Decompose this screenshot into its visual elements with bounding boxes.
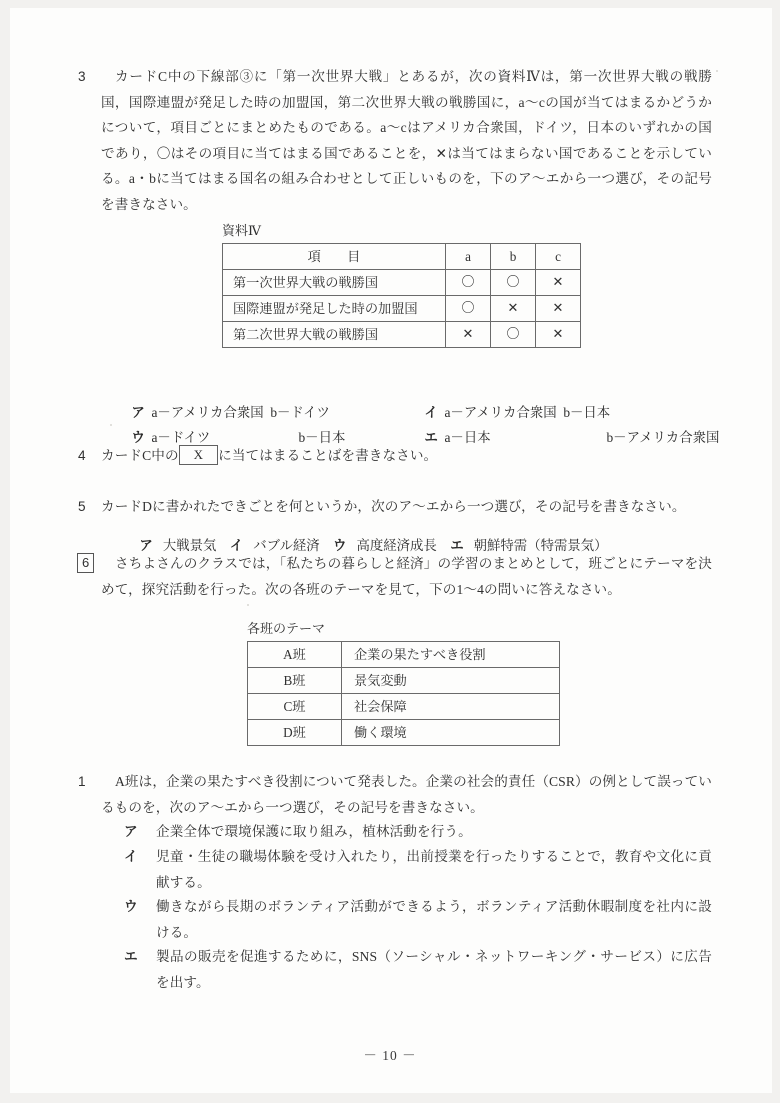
row-1-c: ✕: [536, 296, 581, 322]
q3-option-u-text-a: a－ドイツ: [151, 430, 211, 445]
scan-edge-right: [772, 0, 780, 1103]
q3-option-i-mark: イ: [424, 405, 438, 420]
header-a: a: [446, 244, 491, 270]
q3-option-e-text-a: a－日本: [444, 430, 491, 445]
sub1-option-u-mark: ウ: [124, 899, 138, 914]
theme-row-0-group: A班: [248, 642, 342, 668]
q5-option-e-label[interactable]: 朝鮮特需（特需景気）: [473, 538, 608, 553]
sub1-option-a-mark: ア: [124, 824, 138, 839]
scan-speck: [110, 424, 112, 426]
theme-row-1-theme: 景気変動: [342, 668, 560, 694]
table-row: [248, 668, 560, 694]
theme-row-1-group: B班: [248, 668, 342, 694]
scan-speck: [716, 70, 718, 72]
question-4-text-after: に当てはまることばを書きなさい。: [218, 448, 438, 463]
row-0-c: ✕: [536, 270, 581, 296]
row-1-item: 国際連盟が発足した時の加盟国: [223, 296, 446, 322]
q3-option-i-text-b: b－日本: [563, 405, 611, 420]
themes-table: [247, 641, 560, 746]
answer-box-x[interactable]: X: [179, 445, 219, 465]
q5-option-i-label[interactable]: バブル経済: [253, 538, 320, 553]
q5-option-a-label[interactable]: 大戦景気: [162, 538, 217, 553]
question-4-text-before: カードC中の: [101, 448, 179, 463]
question-4-number: 4: [78, 448, 86, 463]
shiryo-4-table: [222, 243, 581, 348]
row-1-b: ✕: [491, 296, 536, 322]
sub1-option-u-label: 働きながら長期のボランティア活動ができるよう，ボランティア活動休暇制度を社内に設ける。: [156, 899, 712, 940]
table-header-row: [223, 244, 581, 270]
themes-table-caption: 各班のテーマ: [247, 621, 326, 636]
row-2-item: 第二次世界大戦の戦勝国: [223, 322, 446, 348]
scan-edge-bottom: [0, 1093, 780, 1103]
q5-option-u-mark[interactable]: ウ: [333, 538, 347, 553]
q3-option-a-text-b: b－ドイツ: [270, 405, 330, 420]
theme-row-3-group: D班: [248, 720, 342, 746]
question-5-text: カードDに書かれたできごとを何というか，次のア～エから一つ選び，その記号を書きなさい。: [101, 499, 686, 514]
header-b: b: [491, 244, 536, 270]
sub1-option-i-mark: イ: [124, 849, 138, 864]
theme-row-2-theme: 社会保障: [342, 694, 560, 720]
row-2-c: ✕: [536, 322, 581, 348]
question-3-number: 3: [78, 69, 86, 84]
question-4-text: [101, 443, 712, 469]
sub1-option-i-label: 児童・生徒の職場体験を受け入れたり，出前授業を行ったりすることで，教育や文化に貢献する。: [156, 849, 712, 890]
q3-option-u-text-b: b－日本: [298, 430, 346, 445]
row-0-b: 〇: [491, 270, 536, 296]
question-5-number: 5: [78, 499, 86, 514]
sub1-option-e[interactable]: [124, 944, 712, 995]
section-6-sub-1-number: 1: [78, 774, 86, 789]
scan-speck: [247, 604, 249, 606]
sub1-option-a-label: 企業全体で環境保護に取り組み，植林活動を行う。: [156, 824, 472, 839]
table-row: [223, 296, 581, 322]
question-3-text: カードC中の下線部③に「第一次世界大戦」とあるが，次の資料Ⅳは，第一次世界大戦の戦勝国，国際連盟が発足した時の加盟国，第二次世界大戦の戦勝国に，a～cの国が当てはまるかどうかについて，項目ごとにまとめたものである。a～cはアメリカ合衆国，ドイツ，日本のいずれかの国であり，〇はその項目に当てはまる国であることを，✕は当てはまらない国であることを示している。a・bに当てはまる国名の組み合わせとして正しいものを，下のア～エから一つ選び，その記号を書きなさい。: [101, 69, 712, 212]
q5-option-i-mark[interactable]: イ: [229, 538, 244, 553]
q3-option-i-text-a: a－アメリカ合衆国: [444, 405, 557, 420]
sub1-option-e-mark: エ: [124, 949, 138, 964]
sub1-option-e-label: 製品の販売を促進するために，SNS（ソーシャル・ネットワーキング・サービス）に広告を出す。: [156, 949, 712, 990]
row-0-a: 〇: [446, 270, 491, 296]
q5-option-u-label[interactable]: 高度経済成長: [356, 538, 437, 553]
row-2-b: 〇: [491, 322, 536, 348]
row-1-a: 〇: [446, 296, 491, 322]
q3-option-a-mark: ア: [131, 405, 145, 420]
table-row: [248, 642, 560, 668]
q3-option-u-mark: ウ: [131, 430, 145, 445]
table-row: [223, 322, 581, 348]
theme-row-2-group: C班: [248, 694, 342, 720]
q3-option-a-text-a: a－アメリカ合衆国: [151, 405, 264, 420]
theme-row-3-theme: 働く環境: [342, 720, 560, 746]
table-row: [223, 270, 581, 296]
q3-option-e-mark: エ: [424, 430, 438, 445]
sub1-option-a[interactable]: [124, 819, 712, 845]
shiryo-4-caption: 資料Ⅳ: [222, 223, 261, 238]
scan-edge-top: [0, 0, 780, 8]
theme-row-0-theme: 企業の果たすべき役割: [342, 642, 560, 668]
table-row: [248, 694, 560, 720]
table-row: [248, 720, 560, 746]
header-item: 項 目: [223, 244, 446, 270]
section-6-text: さちよさんのクラスでは，「私たちの暮らしと経済」の学習のまとめとして，班ごとにテーマを決めて，探究活動を行った。次の各班のテーマを見て，下の1～4の問いに答えなさい。: [101, 556, 712, 597]
page-number: － 10 －: [363, 1048, 417, 1063]
header-c: c: [536, 244, 581, 270]
sub1-option-i[interactable]: [124, 844, 712, 895]
row-0-item: 第一次世界大戦の戦勝国: [223, 270, 446, 296]
scan-edge-left: [0, 0, 10, 1103]
q5-option-a-mark[interactable]: ア: [139, 538, 153, 553]
section-6-sub-1-text: A班は，企業の果たすべき役割について発表した。企業の社会的責任（CSR）の例として誤っているものを，次のア～エから一つ選び，その記号を書きなさい。: [101, 774, 712, 815]
q3-option-e-text-b: b－アメリカ合衆国: [606, 430, 720, 445]
section-6-number: 6: [77, 553, 94, 573]
q5-option-e-mark[interactable]: エ: [450, 538, 464, 553]
sub1-option-u[interactable]: [124, 894, 712, 945]
row-2-a: ✕: [446, 322, 491, 348]
